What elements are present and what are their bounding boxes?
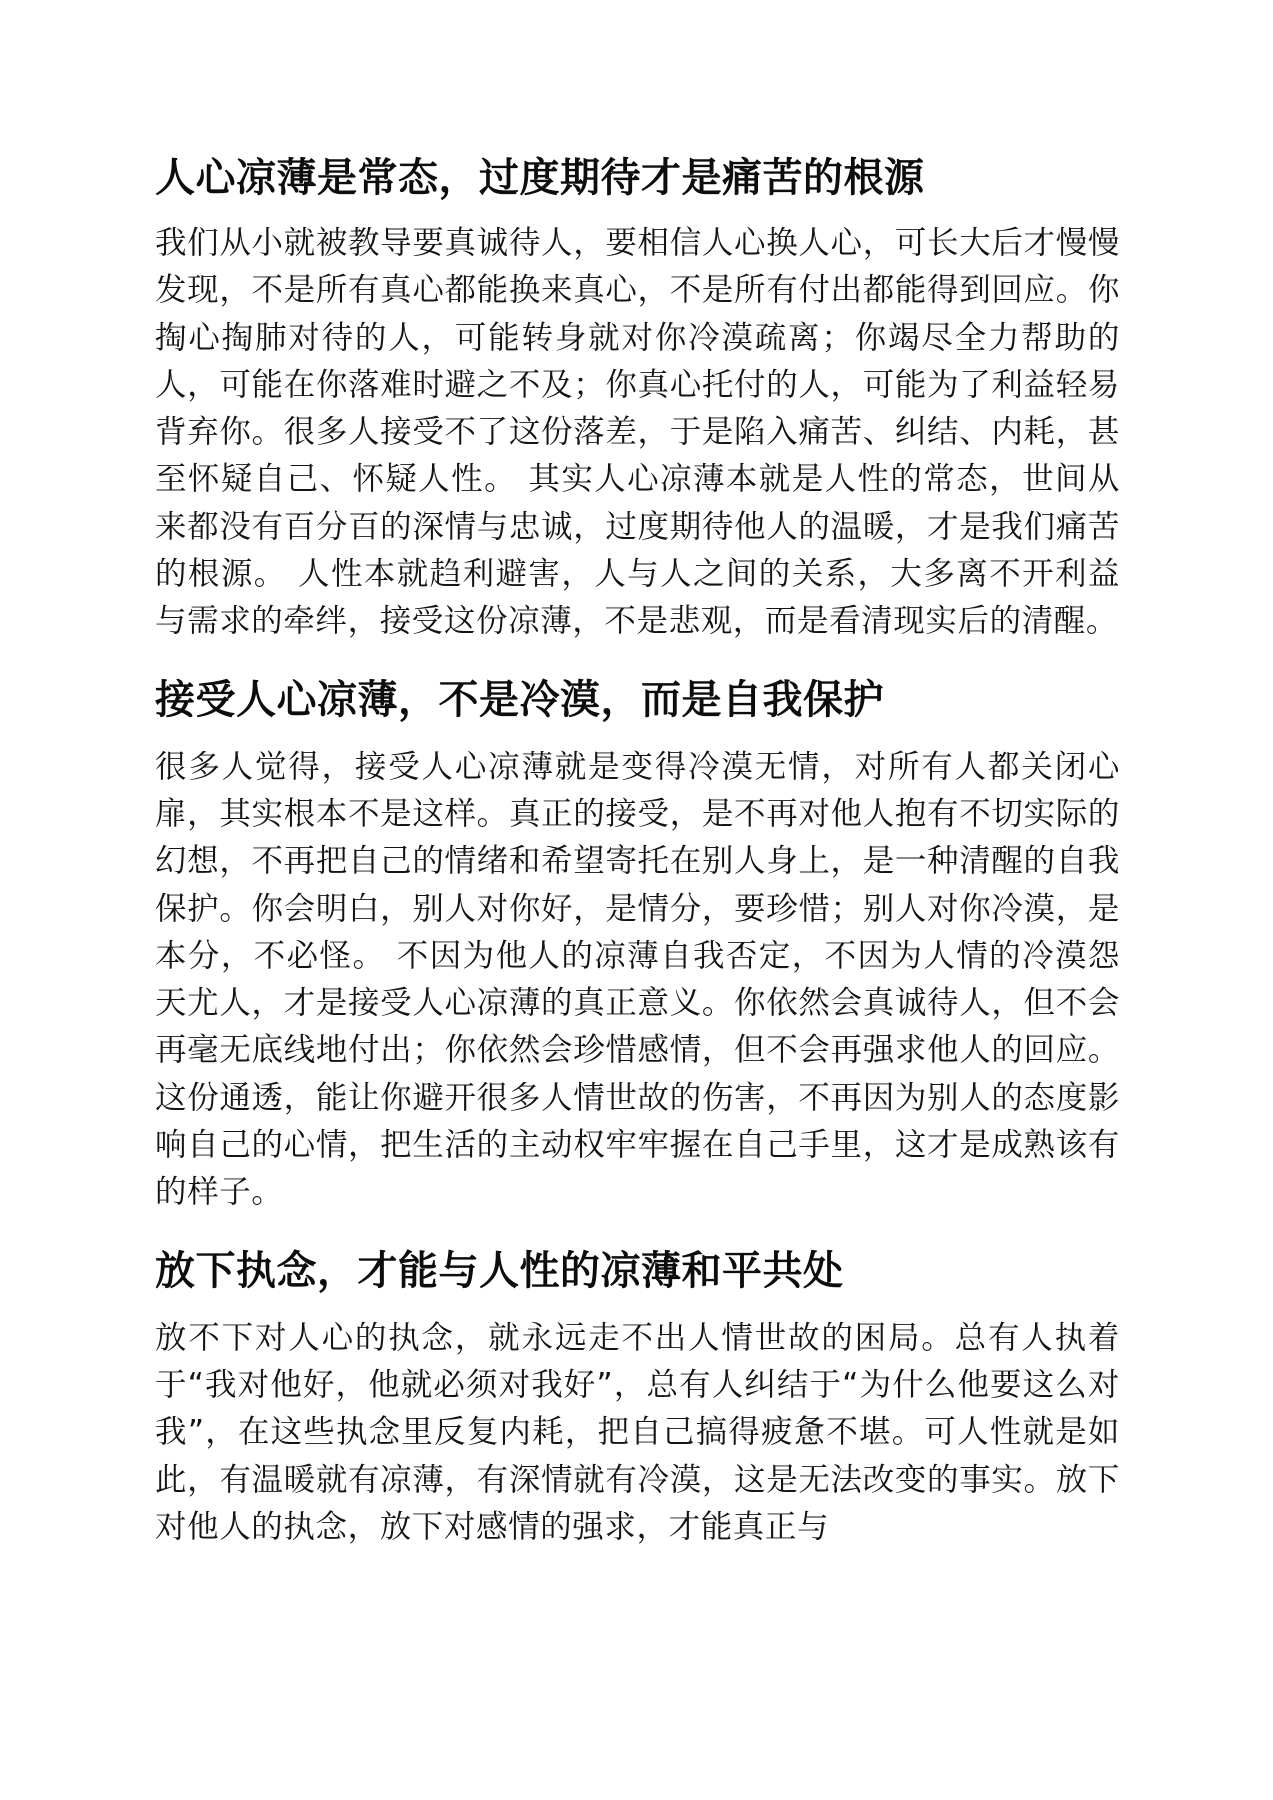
article-content [155,142,1120,1551]
section-heading: 人心凉薄是常态，过度期待才是痛苦的根源 [155,155,925,201]
section-2 [155,664,1120,1217]
section-paragraph: 很多人觉得，接受人心凉薄就是变得冷漠无情，对所有人都关闭心扉，其实根本不是这样。真正的接受，是不再对他人抱有不切实际的幻想，不再把自己的情绪和希望寄托在别人身上，是一种清醒的自我保护。你会明白，别人对你好，是情分，要珍惜；别人对你冷漠，是本分，不必怪。 不因为他人的凉薄自我否定，不因为人情的冷漠怨天尤人，才是接受人心凉薄的真正意义。你依然会真诚待人，但不会再毫无底线地付出；你依然会珍惜感情，但不会再强求他人的回应。这份通透，能让你避开很多人情世故的伤害，不再因为别人的态度影响自己的心情，把生活的主动权牢牢握在自己手里，这才是成熟该有的样子。 [155,748,1120,1211]
section-paragraph: 我们从小就被教导要真诚待人，要相信人心换人心，可长大后才慢慢发现，不是所有真心都能换来真心，不是所有付出都能得到回应。你掏心掏肺对待的人，可能转身就对你冷漠疏离；你竭尽全力帮助的人，可能在你落难时避之不及；你真心托付的人，可能为了利益轻易背弃你。很多人接受不了这份落差，于是陷入痛苦、纠结、内耗，甚至怀疑自己、怀疑人性。 其实人心凉薄本就是人性的常态，世间从来都没有百分百的深情与忠诚，过度期待他人的温暖，才是我们痛苦的根源。 人性本就趋利避害，人与人之间的关系，大多离不开利益与需求的牵绊，接受这份凉薄，不是悲观，而是看清现实后的清醒。 [155,225,1120,640]
section-heading: 放下执念，才能与人性的凉薄和平共处 [155,1247,844,1294]
section-paragraph: 放不下对人心的执念，就永远走不出人情世故的困局。总有人执着于“我对他好，他就必须对我好”，总有人纠结于“为什么他要这么对我”，在这些执念里反复内耗，把自己搞得疲惫不堪。可人性就是如此，有温暖就有凉薄，有深情就有冷漠，这是无法改变的事实。放下对他人的执念，放下对感情的强求，才能真正与 [155,1319,1120,1545]
section-1 [155,142,1120,646]
section-heading: 接受人心凉薄，不是冷漠，而是自我保护 [155,676,884,723]
section-3 [155,1235,1120,1551]
